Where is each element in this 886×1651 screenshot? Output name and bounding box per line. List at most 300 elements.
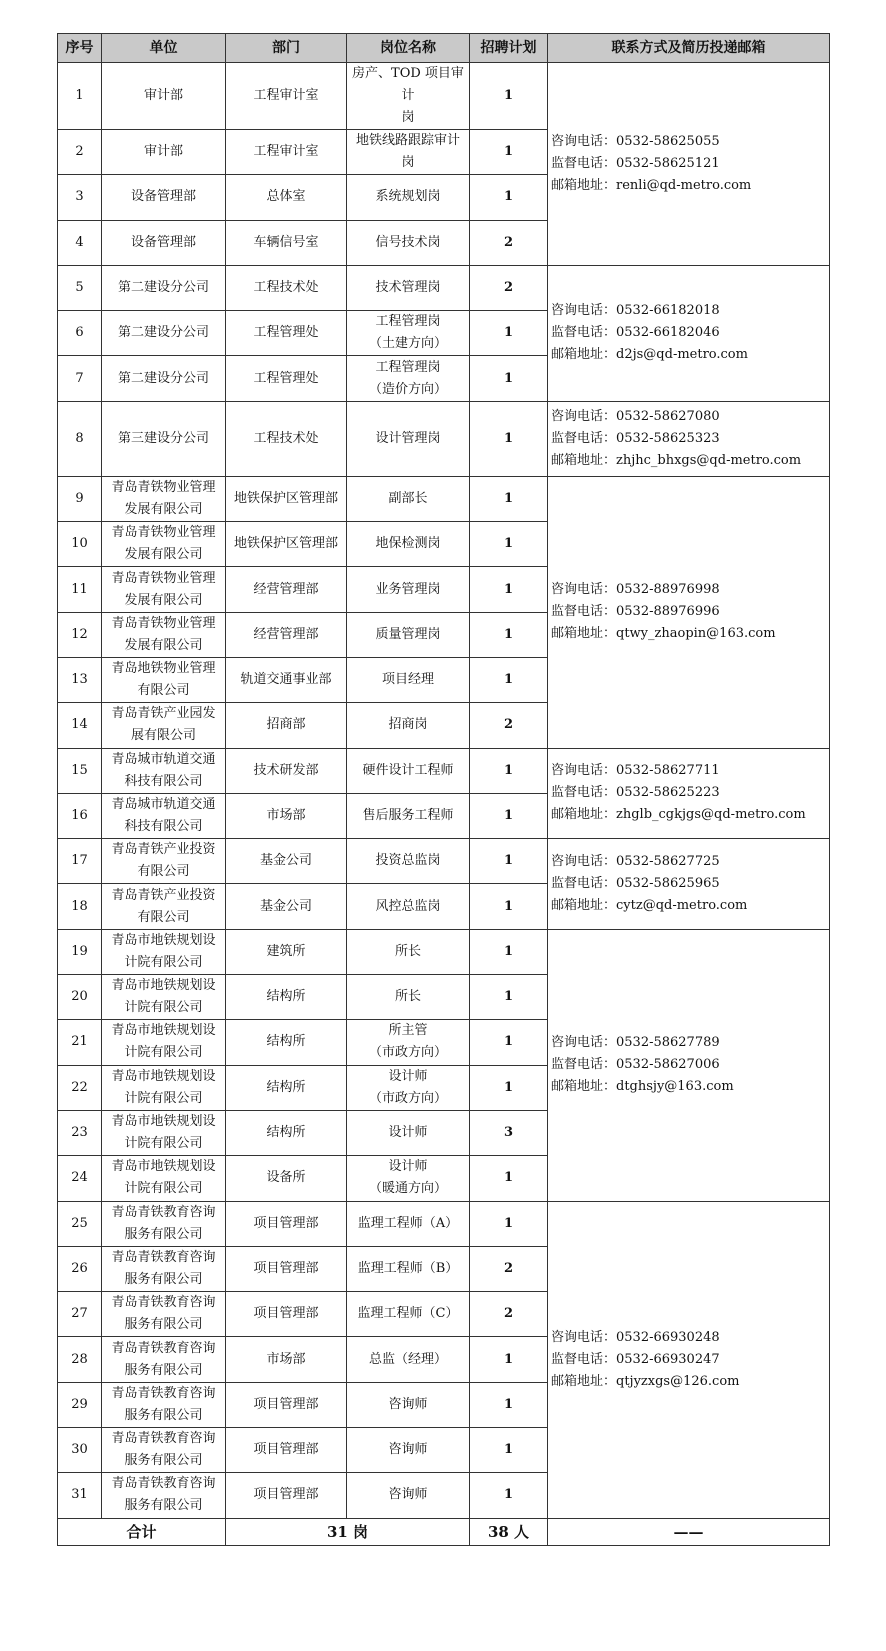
cell-plan: 1 <box>470 1473 548 1518</box>
cell-dept <box>226 929 347 974</box>
cell-line: 咨询师 <box>388 1442 428 1458</box>
contact-email: 邮箱地址：zhglb_cgkjgs@qd-metro.com <box>551 807 806 823</box>
cell-line: 招商岗 <box>388 717 428 733</box>
cell-line: （造价方向） <box>368 381 447 397</box>
cell-line: 设计师 <box>388 1068 428 1084</box>
cell-plan: 1 <box>470 657 548 702</box>
cell-post <box>347 220 470 265</box>
cell-plan: 1 <box>470 567 548 612</box>
table-footer <box>58 1518 830 1545</box>
cell-line: 监理工程师（B） <box>357 1260 459 1276</box>
cell-no: 20 <box>58 975 102 1020</box>
contact-email: 邮箱地址：dtghsjy@163.com <box>551 1079 734 1095</box>
cell-line: 项目管理部 <box>253 1306 319 1322</box>
contact-inquiry-phone: 咨询电话：0532-66930248 <box>551 1329 720 1345</box>
cell-line: 设计师 <box>388 1125 428 1141</box>
cell-no: 6 <box>58 311 102 356</box>
total-people: 38 人 <box>470 1518 548 1545</box>
cell-no: 5 <box>58 265 102 310</box>
cell-line: 青岛市地铁规划设 <box>111 978 216 994</box>
cell-unit <box>102 1337 226 1382</box>
cell-line: 设计师 <box>388 1159 428 1175</box>
cell-no: 30 <box>58 1428 102 1473</box>
cell-post <box>347 401 470 476</box>
cell-no: 8 <box>58 401 102 476</box>
cell-post <box>347 703 470 748</box>
cell-line: 岗 <box>401 110 415 125</box>
cell-contact <box>548 929 830 1201</box>
cell-post <box>347 839 470 884</box>
cell-line: 工程审计室 <box>253 88 319 103</box>
cell-line: 项目管理部 <box>253 1396 319 1412</box>
cell-plan: 1 <box>470 1382 548 1427</box>
cell-dept <box>226 884 347 929</box>
cell-no: 23 <box>58 1110 102 1155</box>
contact-email: 邮箱地址：qtjyzxgs@126.com <box>551 1373 740 1389</box>
cell-dept <box>226 476 347 521</box>
contact-email: 邮箱地址：cytz@qd-metro.com <box>551 897 748 913</box>
cell-dept <box>226 975 347 1020</box>
cell-line: 总体室 <box>266 189 306 205</box>
cell-post <box>347 748 470 793</box>
cell-line: 总监（经理） <box>368 1351 447 1367</box>
cell-line: （市政方向） <box>368 1045 447 1061</box>
cell-post <box>347 1428 470 1473</box>
cell-plan: 1 <box>470 793 548 838</box>
cell-unit <box>102 657 226 702</box>
contact-inquiry-phone: 咨询电话：0532-58627711 <box>551 763 720 779</box>
cell-line: 青岛地铁物业管理 <box>111 661 216 677</box>
contact-supervision-phone: 监督电话：0532-58625121 <box>551 155 720 171</box>
cell-dept <box>226 220 347 265</box>
cell-plan: 1 <box>470 929 548 974</box>
cell-line: 岗 <box>401 155 415 171</box>
cell-plan: 1 <box>470 1065 548 1110</box>
cell-line: 结构所 <box>266 1079 306 1095</box>
cell-dept <box>226 1246 347 1291</box>
cell-line: 青岛青铁产业园发 <box>111 706 216 722</box>
cell-plan: 1 <box>470 63 548 130</box>
cell-line: 青岛市地铁规划设 <box>111 1114 216 1130</box>
total-contact: —— <box>548 1518 830 1545</box>
cell-line: 服务有限公司 <box>124 1453 203 1469</box>
cell-plan: 1 <box>470 476 548 521</box>
cell-line: 所长 <box>394 943 421 959</box>
cell-dept <box>226 839 347 884</box>
cell-line: 青岛青铁物业管理 <box>111 615 216 631</box>
cell-line: 青岛青铁物业管理 <box>111 570 216 586</box>
cell-dept <box>226 1473 347 1518</box>
table-row <box>58 839 830 884</box>
cell-line: 项目管理部 <box>253 1215 319 1231</box>
cell-line: 经营管理部 <box>253 581 319 597</box>
cell-line: 风控总监岗 <box>375 898 441 914</box>
cell-dept <box>226 265 347 310</box>
cell-no: 2 <box>58 130 102 175</box>
cell-unit <box>102 220 226 265</box>
cell-post <box>347 884 470 929</box>
contact-email: 邮箱地址：qtwy_zhaopin@163.com <box>551 626 776 642</box>
cell-post <box>347 1020 470 1065</box>
cell-line: 工程管理岗 <box>375 314 441 330</box>
cell-line: 咨询师 <box>388 1487 428 1503</box>
cell-dept <box>226 1020 347 1065</box>
cell-line: 工程技术处 <box>253 280 319 296</box>
cell-line: 青岛市地铁规划设 <box>111 1068 216 1084</box>
header-contact: 联系方式及简历投递邮箱 <box>548 34 830 63</box>
cell-line: 展有限公司 <box>130 728 196 744</box>
cell-line: 咨询师 <box>388 1396 428 1412</box>
cell-no: 12 <box>58 612 102 657</box>
cell-unit <box>102 1292 226 1337</box>
cell-plan: 1 <box>470 130 548 175</box>
cell-dept <box>226 63 347 130</box>
cell-post <box>347 311 470 356</box>
cell-line: 设计管理岗 <box>375 430 441 446</box>
cell-line: 计院有限公司 <box>124 1136 203 1152</box>
cell-line: 设备管理部 <box>130 234 196 250</box>
cell-plan: 1 <box>470 1201 548 1246</box>
contact-supervision-phone: 监督电话：0532-58625323 <box>551 430 720 446</box>
cell-dept <box>226 657 347 702</box>
cell-line: 计院有限公司 <box>124 1000 203 1016</box>
cell-line: 青岛市地铁规划设 <box>111 1023 216 1039</box>
cell-dept <box>226 1382 347 1427</box>
contact-email: 邮箱地址：d2js@qd-metro.com <box>551 347 748 363</box>
cell-dept <box>226 703 347 748</box>
cell-no: 4 <box>58 220 102 265</box>
cell-line: 青岛青铁产业投资 <box>111 887 216 903</box>
contact-inquiry-phone: 咨询电话：0532-66182018 <box>551 303 720 319</box>
cell-unit <box>102 612 226 657</box>
cell-post <box>347 567 470 612</box>
contact-inquiry-phone: 咨询电话：0532-88976998 <box>551 582 720 598</box>
cell-unit <box>102 63 226 130</box>
cell-line: 第三建设分公司 <box>117 430 209 446</box>
cell-plan: 1 <box>470 522 548 567</box>
table-header <box>58 34 830 63</box>
header-dept: 部门 <box>226 34 347 63</box>
cell-contact <box>548 401 830 476</box>
cell-no: 19 <box>58 929 102 974</box>
cell-no: 1 <box>58 63 102 130</box>
table-row <box>58 476 830 521</box>
cell-line: 审计部 <box>143 144 183 160</box>
cell-line: 青岛市地铁规划设 <box>111 1159 216 1175</box>
cell-no: 17 <box>58 839 102 884</box>
cell-line: 轨道交通事业部 <box>240 672 332 688</box>
cell-post <box>347 522 470 567</box>
table-row <box>58 929 830 974</box>
cell-line: 服务有限公司 <box>124 1226 203 1242</box>
cell-line: 青岛青铁教育咨询 <box>111 1476 216 1492</box>
contact-inquiry-phone: 咨询电话：0532-58627789 <box>551 1035 720 1051</box>
cell-line: 第二建设分公司 <box>117 325 209 341</box>
table-body <box>58 63 830 1519</box>
cell-no: 24 <box>58 1156 102 1201</box>
cell-line: 系统规划岗 <box>375 189 441 205</box>
cell-line: 青岛城市轨道交通 <box>111 751 216 767</box>
cell-dept <box>226 1292 347 1337</box>
cell-line: 工程审计室 <box>253 144 319 160</box>
cell-post <box>347 130 470 175</box>
cell-line: 服务有限公司 <box>124 1407 203 1423</box>
cell-no: 14 <box>58 703 102 748</box>
cell-unit <box>102 175 226 220</box>
cell-no: 9 <box>58 476 102 521</box>
cell-line: 青岛青铁产业投资 <box>111 842 216 858</box>
total-posts: 31 岗 <box>226 1518 470 1545</box>
cell-contact <box>548 63 830 266</box>
cell-line: 项目管理部 <box>253 1487 319 1503</box>
cell-post <box>347 1292 470 1337</box>
cell-line: 车辆信号室 <box>253 234 319 250</box>
header-unit: 单位 <box>102 34 226 63</box>
cell-plan: 1 <box>470 311 548 356</box>
cell-no: 3 <box>58 175 102 220</box>
cell-post <box>347 929 470 974</box>
cell-line: 地保检测岗 <box>375 536 441 552</box>
cell-dept <box>226 1428 347 1473</box>
cell-line: 投资总监岗 <box>375 853 441 869</box>
contact-supervision-phone: 监督电话：0532-66182046 <box>551 325 720 341</box>
cell-line: 服务有限公司 <box>124 1317 203 1333</box>
cell-line: 市场部 <box>266 1351 306 1367</box>
cell-line: 服务有限公司 <box>124 1362 203 1378</box>
cell-line: 计院有限公司 <box>124 1181 203 1197</box>
cell-line: 售后服务工程师 <box>362 808 454 823</box>
cell-unit <box>102 975 226 1020</box>
cell-unit <box>102 1201 226 1246</box>
contact-email: 邮箱地址：zhjhc_bhxgs@qd-metro.com <box>551 452 802 468</box>
cell-unit <box>102 130 226 175</box>
cell-unit <box>102 476 226 521</box>
cell-plan: 1 <box>470 884 548 929</box>
cell-line: 技术管理岗 <box>375 280 441 296</box>
cell-unit <box>102 1065 226 1110</box>
cell-contact <box>548 839 830 930</box>
cell-dept <box>226 1110 347 1155</box>
cell-line: 项目管理部 <box>253 1260 319 1276</box>
cell-unit <box>102 1156 226 1201</box>
cell-line: 科技有限公司 <box>124 773 203 789</box>
recruitment-table-sheet <box>57 33 829 1546</box>
cell-unit <box>102 929 226 974</box>
total-row <box>58 1518 830 1545</box>
cell-plan: 1 <box>470 1337 548 1382</box>
cell-line: 地铁线路跟踪审计 <box>355 133 460 149</box>
cell-line: 青岛市地铁规划设 <box>111 932 216 948</box>
cell-dept <box>226 1201 347 1246</box>
cell-line: 质量管理岗 <box>375 626 441 642</box>
header-no: 序号 <box>58 34 102 63</box>
cell-no: 25 <box>58 1201 102 1246</box>
cell-contact <box>548 476 830 748</box>
cell-line: 基金公司 <box>259 853 312 869</box>
cell-line: 青岛城市轨道交通 <box>111 797 216 812</box>
cell-dept <box>226 748 347 793</box>
cell-line: 发展有限公司 <box>124 501 203 517</box>
cell-line: 结构所 <box>266 1125 306 1141</box>
recruitment-table <box>57 33 830 1546</box>
cell-unit <box>102 311 226 356</box>
cell-post <box>347 1473 470 1518</box>
cell-line: 青岛青铁物业管理 <box>111 525 216 541</box>
cell-dept <box>226 311 347 356</box>
cell-plan: 2 <box>470 703 548 748</box>
cell-plan: 1 <box>470 612 548 657</box>
contact-supervision-phone: 监督电话：0532-58625965 <box>551 875 720 891</box>
cell-post <box>347 1246 470 1291</box>
cell-dept <box>226 1337 347 1382</box>
cell-plan: 1 <box>470 1428 548 1473</box>
cell-plan: 1 <box>470 1156 548 1201</box>
header-post: 岗位名称 <box>347 34 470 63</box>
cell-line: 服务有限公司 <box>124 1271 203 1287</box>
cell-unit <box>102 1110 226 1155</box>
cell-line: 工程管理处 <box>253 325 319 341</box>
cell-line: 所主管 <box>388 1023 428 1039</box>
cell-line: 第二建设分公司 <box>117 280 209 296</box>
cell-line: 地铁保护区管理部 <box>233 490 338 506</box>
table-row <box>58 63 830 130</box>
cell-plan: 1 <box>470 356 548 401</box>
cell-unit <box>102 1246 226 1291</box>
cell-line: 建筑所 <box>266 943 306 959</box>
cell-line: 发展有限公司 <box>124 547 203 563</box>
cell-unit <box>102 703 226 748</box>
cell-line: 青岛青铁教育咨询 <box>111 1385 216 1401</box>
cell-line: （市政方向） <box>368 1090 447 1106</box>
cell-post <box>347 1065 470 1110</box>
cell-line: 青岛青铁教育咨询 <box>111 1431 216 1447</box>
cell-dept <box>226 356 347 401</box>
contact-inquiry-phone: 咨询电话：0532-58625055 <box>551 133 720 149</box>
cell-dept <box>226 522 347 567</box>
cell-line: 监理工程师（A） <box>357 1215 459 1231</box>
cell-plan: 1 <box>470 175 548 220</box>
cell-post <box>347 63 470 130</box>
cell-no: 7 <box>58 356 102 401</box>
cell-unit <box>102 1473 226 1518</box>
cell-line: 结构所 <box>266 1034 306 1050</box>
cell-line: 项目管理部 <box>253 1442 319 1458</box>
cell-line: 计院有限公司 <box>124 1090 203 1106</box>
cell-line: 结构所 <box>266 989 306 1005</box>
cell-dept <box>226 1156 347 1201</box>
cell-plan: 2 <box>470 1246 548 1291</box>
cell-post <box>347 1110 470 1155</box>
total-label: 合计 <box>58 1518 226 1545</box>
cell-line: 有限公司 <box>137 683 190 699</box>
cell-no: 22 <box>58 1065 102 1110</box>
cell-line: 招商部 <box>266 717 306 733</box>
cell-no: 31 <box>58 1473 102 1518</box>
cell-plan: 1 <box>470 975 548 1020</box>
cell-line: 发展有限公司 <box>124 592 203 608</box>
cell-dept <box>226 175 347 220</box>
cell-no: 18 <box>58 884 102 929</box>
cell-line: 设备所 <box>266 1170 306 1186</box>
cell-plan: 3 <box>470 1110 548 1155</box>
cell-line: 青岛青铁物业管理 <box>111 479 216 495</box>
cell-post <box>347 1337 470 1382</box>
cell-plan: 1 <box>470 1020 548 1065</box>
cell-line: 监理工程师（C） <box>357 1306 459 1322</box>
cell-no: 10 <box>58 522 102 567</box>
cell-post <box>347 175 470 220</box>
cell-post <box>347 975 470 1020</box>
cell-contact <box>548 265 830 401</box>
cell-unit <box>102 748 226 793</box>
cell-plan: 1 <box>470 401 548 476</box>
cell-line: 青岛青铁教育咨询 <box>111 1295 216 1311</box>
cell-line: 业务管理岗 <box>375 581 441 597</box>
cell-line: 经营管理部 <box>253 626 319 642</box>
cell-dept <box>226 612 347 657</box>
cell-line: 审计部 <box>143 88 183 103</box>
cell-no: 13 <box>58 657 102 702</box>
cell-line: 计院有限公司 <box>124 954 203 970</box>
table-row <box>58 401 830 476</box>
cell-unit <box>102 1020 226 1065</box>
cell-line: 科技有限公司 <box>124 819 203 834</box>
cell-no: 16 <box>58 793 102 838</box>
contact-supervision-phone: 监督电话：0532-58627006 <box>551 1057 720 1073</box>
cell-post <box>347 1382 470 1427</box>
table-row <box>58 748 830 793</box>
cell-line: 市场部 <box>266 808 306 823</box>
cell-no: 27 <box>58 1292 102 1337</box>
cell-line: 技术研发部 <box>253 762 319 778</box>
cell-dept <box>226 401 347 476</box>
cell-line: 青岛青铁教育咨询 <box>111 1204 216 1220</box>
contact-supervision-phone: 监督电话：0532-66930247 <box>551 1351 720 1367</box>
cell-unit <box>102 1428 226 1473</box>
cell-line: 工程管理岗 <box>375 359 441 375</box>
cell-unit <box>102 356 226 401</box>
cell-no: 29 <box>58 1382 102 1427</box>
cell-no: 28 <box>58 1337 102 1382</box>
contact-supervision-phone: 监督电话：0532-58625223 <box>551 785 720 801</box>
cell-dept <box>226 567 347 612</box>
cell-post <box>347 265 470 310</box>
cell-unit <box>102 1382 226 1427</box>
cell-line: 服务有限公司 <box>124 1498 203 1514</box>
cell-post <box>347 476 470 521</box>
cell-plan: 1 <box>470 839 548 884</box>
cell-line: 设备管理部 <box>130 189 196 205</box>
contact-supervision-phone: 监督电话：0532-88976996 <box>551 604 720 620</box>
cell-line: 项目经理 <box>381 672 434 688</box>
cell-unit <box>102 839 226 884</box>
cell-line: 发展有限公司 <box>124 637 203 653</box>
table-row <box>58 265 830 310</box>
cell-no: 15 <box>58 748 102 793</box>
cell-unit <box>102 567 226 612</box>
cell-unit <box>102 265 226 310</box>
cell-line: 房产、TOD 项目审计 <box>352 66 464 103</box>
header-row <box>58 34 830 63</box>
cell-plan: 2 <box>470 220 548 265</box>
cell-line: 有限公司 <box>137 909 190 925</box>
cell-post <box>347 356 470 401</box>
cell-unit <box>102 522 226 567</box>
cell-dept <box>226 1065 347 1110</box>
cell-no: 21 <box>58 1020 102 1065</box>
cell-post <box>347 612 470 657</box>
cell-unit <box>102 793 226 838</box>
